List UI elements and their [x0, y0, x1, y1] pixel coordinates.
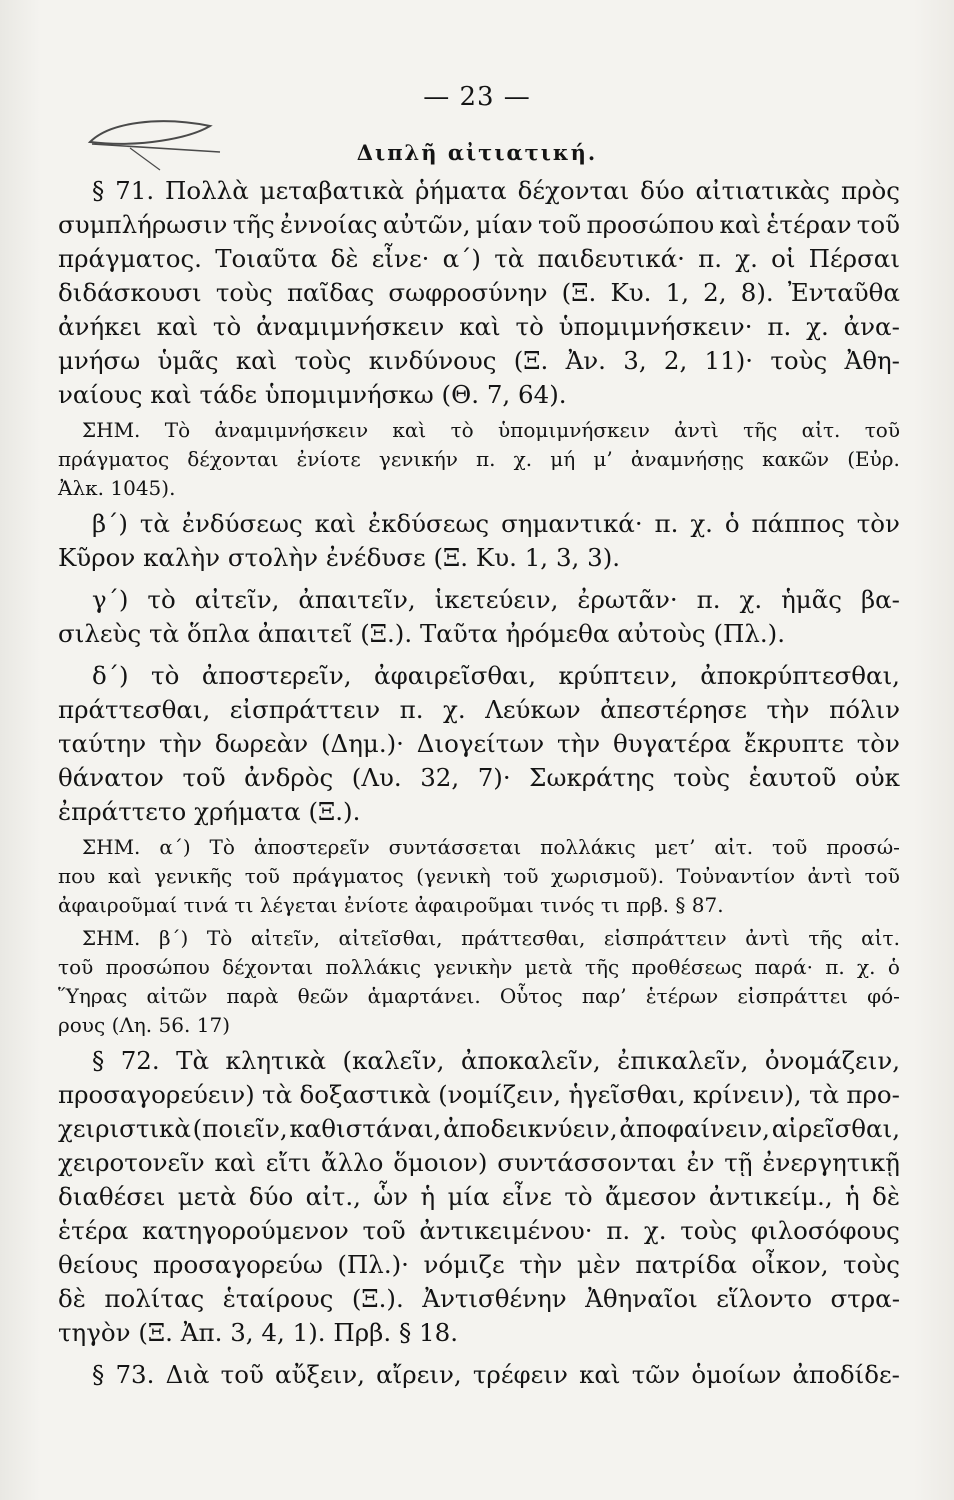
text-line: θείους προσαγορεύω (Πλ.)· νόμιζε τὴν μὲν πατρίδα οἶκον, τοὺς [58, 1250, 900, 1279]
text-line: γ΄) τὸ αἰτεῖν, ἀπαιτεῖν, ἱκετεύειν, ἐρωτᾶν· π. χ. ἡμᾶς βα- [92, 585, 900, 614]
text-line: πράγματος δέχονται ἐνίοτε γενικήν π. χ. μή μ’ ἀναμνήσῃς κακῶν (Εὐρ. [58, 447, 900, 471]
text-line: ρους (Λη. 56. 17) [58, 1013, 231, 1037]
text-line: μνήσω ὑμᾶς καὶ τοὺς κινδύνους (Ξ. Ἀν. 3, 2, 11)· τοὺς Ἀθη- [58, 346, 900, 375]
text-line: διαθέσει μετὰ δύο αἰτ., ὧν ἡ μία εἶνε τὸ ἄμεσον ἀντικείμ., ἡ δὲ [58, 1182, 900, 1211]
text-line: χειριστικὰ (ποιεῖν, καθιστάναι, ἀποδεικνύειν, ἀποφαίνειν, αἱρεῖσθαι, [58, 1114, 900, 1143]
text-line: ΣΗΜ. β΄) Τὸ αἰτεῖν, αἰτεῖσθαι, πράττεσθαι, εἰσπράττειν ἀντὶ τῆς αἰτ. [82, 926, 900, 950]
text-line: ἐπράττετο χρήματα (Ξ.). [58, 797, 361, 826]
text-line: δὲ πολίτας ἑταίρους (Ξ.). Ἀντισθένην Ἀθηναῖοι εἵλοντο στρα- [58, 1284, 900, 1313]
text-line: διδάσκουσι τοὺς παῖδας σωφροσύνην (Ξ. Κυ. 1, 2, 8). Ἐνταῦθα [58, 278, 900, 307]
text-line: σιλεὺς τὰ ὅπλα ἀπαιτεῖ (Ξ.). Ταῦτα ἠρόμεθα αὐτοὺς (Πλ.). [58, 619, 786, 648]
text-line: § 72. Τὰ κλητικὰ (καλεῖν, ἀποκαλεῖν, ἐπικαλεῖν, ὀνομάζειν, [92, 1046, 900, 1075]
text-line: ἀφαιροῦμαί τινά τι λέγεται ἐνίοτε ἀφαιροῦμαι τινός τι πρβ. § 87. [58, 893, 724, 917]
text-line: ΣΗΜ. Τὸ ἀναμιμνήσκειν καὶ τὸ ὑπομιμνήσκειν ἀντὶ τῆς αἰτ. τοῦ [82, 418, 900, 442]
text-line: πράττεσθαι, εἰσπράττειν π. χ. Λεύκων ἀπεστέρησε τὴν πόλιν [58, 695, 900, 724]
text-line: προσαγορεύειν) τὰ δοξαστικὰ (νομίζειν, ἡγεῖσθαι, κρίνειν), τὰ προ- [58, 1080, 900, 1109]
text-line: Ὕηρας αἰτῶν παρὰ θεῶν ἁμαρτάνει. Οὗτος παρ’ ἑτέρων εἰσπράττει φό- [58, 984, 900, 1008]
section-heading: Διπλῆ αἰτιατική. [356, 140, 598, 165]
text-line: θάνατον τοῦ ἀνδρὸς (Λυ. 32, 7)· Σωκράτης τοὺς ἑαυτοῦ οὐκ [58, 763, 900, 792]
text-line: Ἀλκ. 1045). [58, 476, 176, 500]
text-line: πράγματος. Τοιαῦτα δὲ εἶνε· α΄) τὰ παιδευτικά· π. χ. οἱ Πέρσαι [58, 244, 900, 273]
text-line: § 71. Πολλὰ μεταβατικὰ ῥήματα δέχονται δύο αἰτιατικὰς πρὸς [92, 176, 900, 205]
text-line: δ΄) τὸ ἀποστερεῖν, ἀφαιρεῖσθαι, κρύπτειν, ἀποκρύπτεσθαι, [92, 661, 900, 690]
text-line: β΄) τὰ ἐνδύσεως καὶ ἐκδύσεως σημαντικά· π. χ. ὁ πάππος τὸν [92, 509, 900, 538]
text-line: § 73. Διὰ τοῦ αὔξειν, αἴρειν, τρέφειν καὶ τῶν ὁμοίων ἀποδίδε- [92, 1360, 900, 1389]
text-line: ΣΗΜ. α΄) Τὸ ἀποστερεῖν συντάσσεται πολλάκις μετ’ αἰτ. τοῦ προσώ- [82, 835, 900, 859]
text-line: τηγὸν (Ξ. Ἀπ. 3, 4, 1). Πρβ. § 18. [58, 1318, 459, 1347]
page-number: — 23 — [423, 82, 531, 112]
text-line: συμπλήρωσιν τῆς ἐννοίας αὐτῶν, μίαν τοῦ προσώπου καὶ ἑτέραν τοῦ [58, 210, 900, 239]
text-line: που καὶ γενικῆς τοῦ πράγματος (γενικὴ τοῦ χωρισμοῦ). Τοὐναντίον ἀντὶ τοῦ [58, 864, 900, 888]
page-body-text [58, 176, 900, 1394]
text-line: ἀνήκει καὶ τὸ ἀναμιμνήσκειν καὶ τὸ ὑπομιμνήσκειν· π. χ. ἀνα- [58, 312, 900, 341]
text-line: Κῦρον καλὴν στολὴν ἐνέδυσε (Ξ. Κυ. 1, 3, 3). [58, 543, 621, 572]
text-line: ναίους καὶ τάδε ὑπομιμνήσκω (Θ. 7, 64). [58, 380, 567, 409]
text-line: ἑτέρα κατηγορούμενον τοῦ ἀντικειμένου· π. χ. τοὺς φιλοσόφους [58, 1216, 900, 1245]
text-line: τοῦ προσώπου δέχονται πολλάκις γενικὴν μετὰ τῆς προθέσεως παρά· π. χ. ὁ [58, 955, 900, 979]
text-line: ταύτην τὴν δωρεὰν (Δημ.)· Διογείτων τὴν θυγατέρα ἔκρυπτε τὸν [58, 729, 900, 758]
text-line: χειροτονεῖν καὶ εἴτι ἄλλο ὅμοιον) συντάσσονται ἐν τῇ ἐνεργητικῇ [58, 1148, 900, 1177]
